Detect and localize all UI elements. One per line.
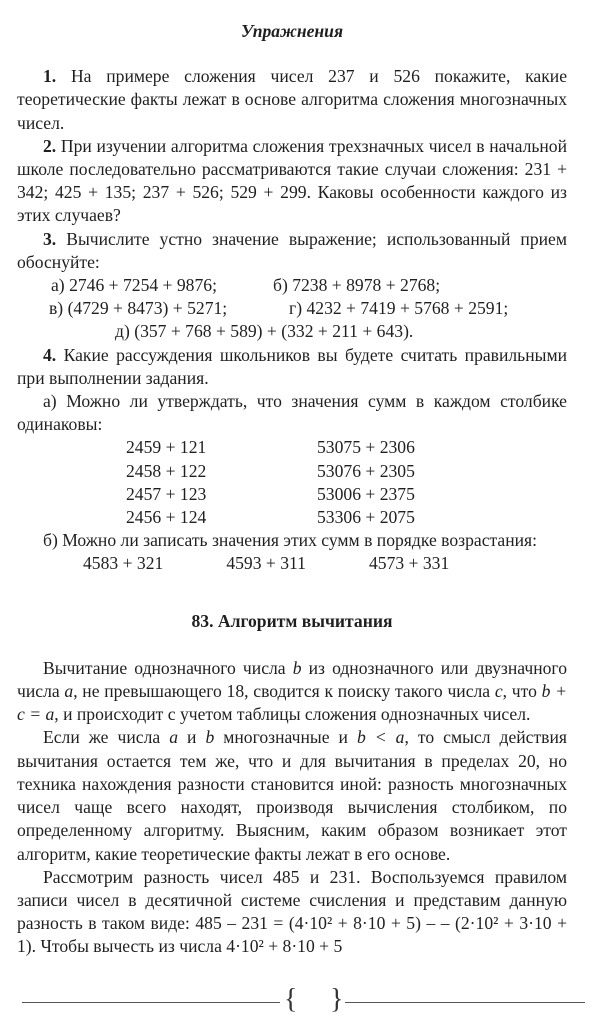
equation: b + c = a — [17, 681, 567, 725]
text-run: Если же числа — [43, 727, 170, 748]
exercise-3-v: в) (4729 + 8473) + 5271; — [49, 298, 228, 319]
exercise-3-a: а) 2746 + 7254 + 9876; — [51, 275, 217, 296]
paragraph-1 — [17, 657, 567, 727]
exercise-3-g: г) 4232 + 7419 + 5768 + 2591; — [289, 298, 509, 319]
inequality: b < a — [356, 727, 405, 748]
exercise-4 — [17, 344, 567, 390]
exercise-3-b: б) 7238 + 8978 + 2768; — [273, 275, 441, 296]
var-a: a — [64, 681, 74, 702]
column-1-item: 2456 + 124 — [126, 507, 207, 528]
column-2-item: 53306 + 2075 — [317, 507, 415, 528]
exercise-4-columns — [126, 436, 567, 529]
exercises-heading: Упражнения — [240, 21, 344, 41]
var-b: b — [205, 727, 215, 748]
exercise-4-a: а) Можно ли утверждать, что значения сумм в каждом столбике одинаковы: — [17, 391, 567, 435]
column-1-item: 2458 + 122 — [126, 460, 207, 481]
page — [17, 20, 567, 959]
sum-item: 4593 + 311 — [226, 553, 306, 574]
var-b: b — [292, 657, 302, 678]
text-run: многозначные и — [214, 727, 357, 748]
text-run: , то смысл действия вычитания остается тем же, что и для вычитания в пределах 20, но техника нахождения разности становится иной: разность многозначных чисел чаще всего находят, производя вычисления столбиком, по определенному алгоритму. Выясним, каким образом возникает этот алгоритм, какие теоретические факты лежат в его основе. — [17, 727, 567, 864]
exercise-2-number: 2. — [43, 135, 57, 156]
exercise-3-row-3 — [17, 320, 567, 343]
var-a: a — [169, 727, 178, 748]
exercise-1 — [17, 65, 567, 135]
footer-left-bracket: { — [284, 984, 298, 1015]
sum-item: 4573 + 331 — [368, 553, 450, 574]
column-2-item: 53076 + 2305 — [317, 460, 415, 481]
exercise-3 — [17, 228, 567, 274]
exercise-1-number: 1. — [43, 66, 57, 87]
exercise-3-number: 3. — [43, 228, 57, 249]
sum-item: 4583 + 321 — [83, 553, 164, 574]
exercise-3-row-2 — [17, 297, 567, 320]
exercise-3-d: д) (357 + 768 + 589) + (332 + 211 + 643). — [115, 321, 414, 342]
column-1-item: 2459 + 121 — [126, 437, 207, 458]
column-1-item: 2457 + 123 — [126, 483, 207, 504]
footer-rule-right — [345, 1002, 585, 1003]
exercise-1-text: На примере сложения чисел 237 и 526 покажите, какие теоретические факты лежат в основе алгоритма сложения многозначных чисел. — [17, 66, 568, 133]
exercise-2 — [17, 135, 567, 228]
text-run: из однозначного или двузначного числа — [17, 657, 567, 702]
text-run: , не превышающего 18, сводится к поиску такого числа — [73, 681, 495, 702]
column-2-item: 53006 + 2375 — [317, 483, 415, 504]
exercise-4-number: 4. — [43, 344, 57, 365]
exercise-3-row-1 — [17, 274, 567, 297]
footer-rule-left — [22, 1002, 280, 1003]
exercise-2-text: При изучении алгоритма сложения трехзначных чисел в начальной школе последовательно рассматриваются такие случаи сложения: 231 + 342; 425 + 135; 237 + 526; 529 + 299. Каковы особенности каждого из этих случаев? — [17, 135, 568, 226]
text-run: , что — [502, 681, 542, 702]
exercise-4-sums — [83, 552, 567, 575]
paragraph-3: Рассмотрим разность чисел 485 и 231. Воспользуемся правилом записи чисел в десятичной системе счисления и представим данную разность в таком виде: 485 – 231 = (4·10² + 8·10 + 5) – – (2·10² + 3·10 + 1). Чтобы вычесть из числа 4·10² + 8·10 + 5 — [17, 866, 567, 957]
exercise-4-text: Какие рассуждения школьников вы будете считать правильными при выполнении задания. — [17, 344, 567, 388]
column-2 — [317, 436, 517, 529]
exercise-3-text: Вычислите устно значение выражение; использованный прием обоснуйте: — [17, 228, 567, 272]
text-run: и — [177, 727, 206, 748]
text-run: Вычитание однозначного числа — [43, 657, 293, 678]
footer-right-bracket: } — [330, 984, 344, 1015]
paragraph-2 — [17, 726, 567, 865]
section-title: 83. Алгоритм вычитания — [191, 610, 393, 631]
exercise-4-b: б) Можно ли записать значения этих сумм в порядке возрастания: — [43, 530, 538, 551]
text-run: , и происходит с учетом таблицы сложения однозначных чисел. — [54, 704, 531, 725]
column-1 — [126, 436, 317, 529]
var-c: c — [494, 681, 503, 702]
column-2-item: 53075 + 2306 — [317, 437, 415, 458]
